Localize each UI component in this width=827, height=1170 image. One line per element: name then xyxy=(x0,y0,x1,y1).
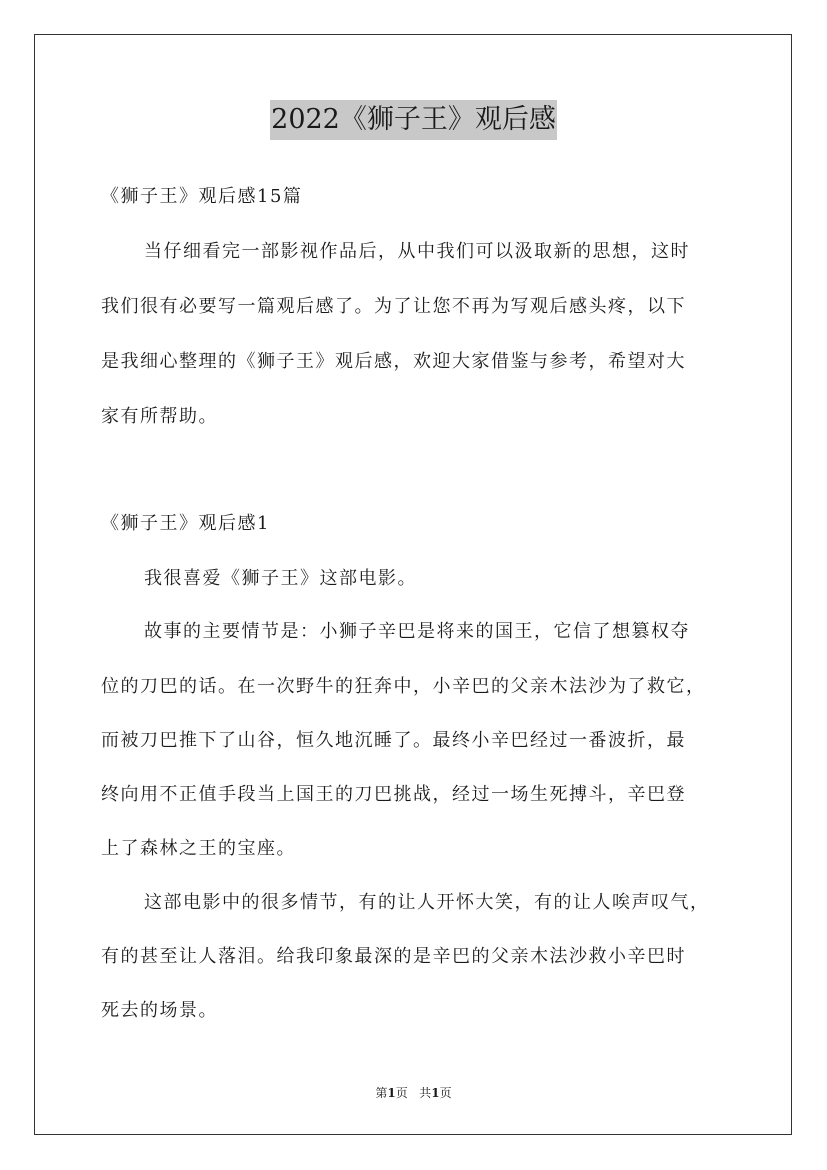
intro-line: 是我细心整理的《狮子王》观后感，欢迎大家借鉴与参考，希望对大 xyxy=(101,351,686,372)
body-line: 有的甚至让人落泪。给我印象最深的是辛巴的父亲木法沙救小辛巴时 xyxy=(101,946,686,967)
body-line: 终向用不正值手段当上国王的刀巴挑战，经过一场生死搏斗，辛巴登 xyxy=(101,784,686,805)
body-line: 这部电影中的很多情节，有的让人开怀大笑，有的让人唉声叹气， xyxy=(144,892,710,913)
document-title: 2022《狮子王》观后感 xyxy=(270,100,557,140)
footer-page-prefix: 第 xyxy=(375,1086,388,1100)
intro-line: 我们很有必要写一篇观后感了。为了让您不再为写观后感头疼，以下 xyxy=(101,296,686,317)
body-line: 上了森林之王的宝座。 xyxy=(101,838,296,859)
body-line: 我很喜爱《狮子王》这部电影。 xyxy=(144,568,417,589)
page-footer xyxy=(0,1084,827,1101)
title-container xyxy=(0,100,827,140)
intro-line: 当仔细看完一部影视作品后，从中我们可以汲取新的思想，这时 xyxy=(144,241,690,262)
body-line: 而被刀巴推下了山谷，恒久地沉睡了。最终小辛巴经过一番波折，最 xyxy=(101,730,686,751)
section-heading: 《狮子王》观后感1 xyxy=(101,513,270,534)
footer-total-number: 1 xyxy=(431,1086,440,1100)
footer-page-number: 1 xyxy=(387,1086,396,1100)
footer-total-suffix: 页 xyxy=(439,1086,452,1100)
intro-line: 家有所帮助。 xyxy=(101,406,218,427)
footer-total-prefix: 共 xyxy=(419,1086,432,1100)
body-line: 死去的场景。 xyxy=(101,1000,218,1021)
body-line: 位的刀巴的话。在一次野牛的狂奔中，小辛巴的父亲木法沙为了救它， xyxy=(101,676,706,697)
body-line: 故事的主要情节是：小狮子辛巴是将来的国王，它信了想篡权夺 xyxy=(144,621,690,642)
footer-page-suffix: 页 xyxy=(395,1086,408,1100)
subtitle: 《狮子王》观后感15篇 xyxy=(101,186,303,207)
